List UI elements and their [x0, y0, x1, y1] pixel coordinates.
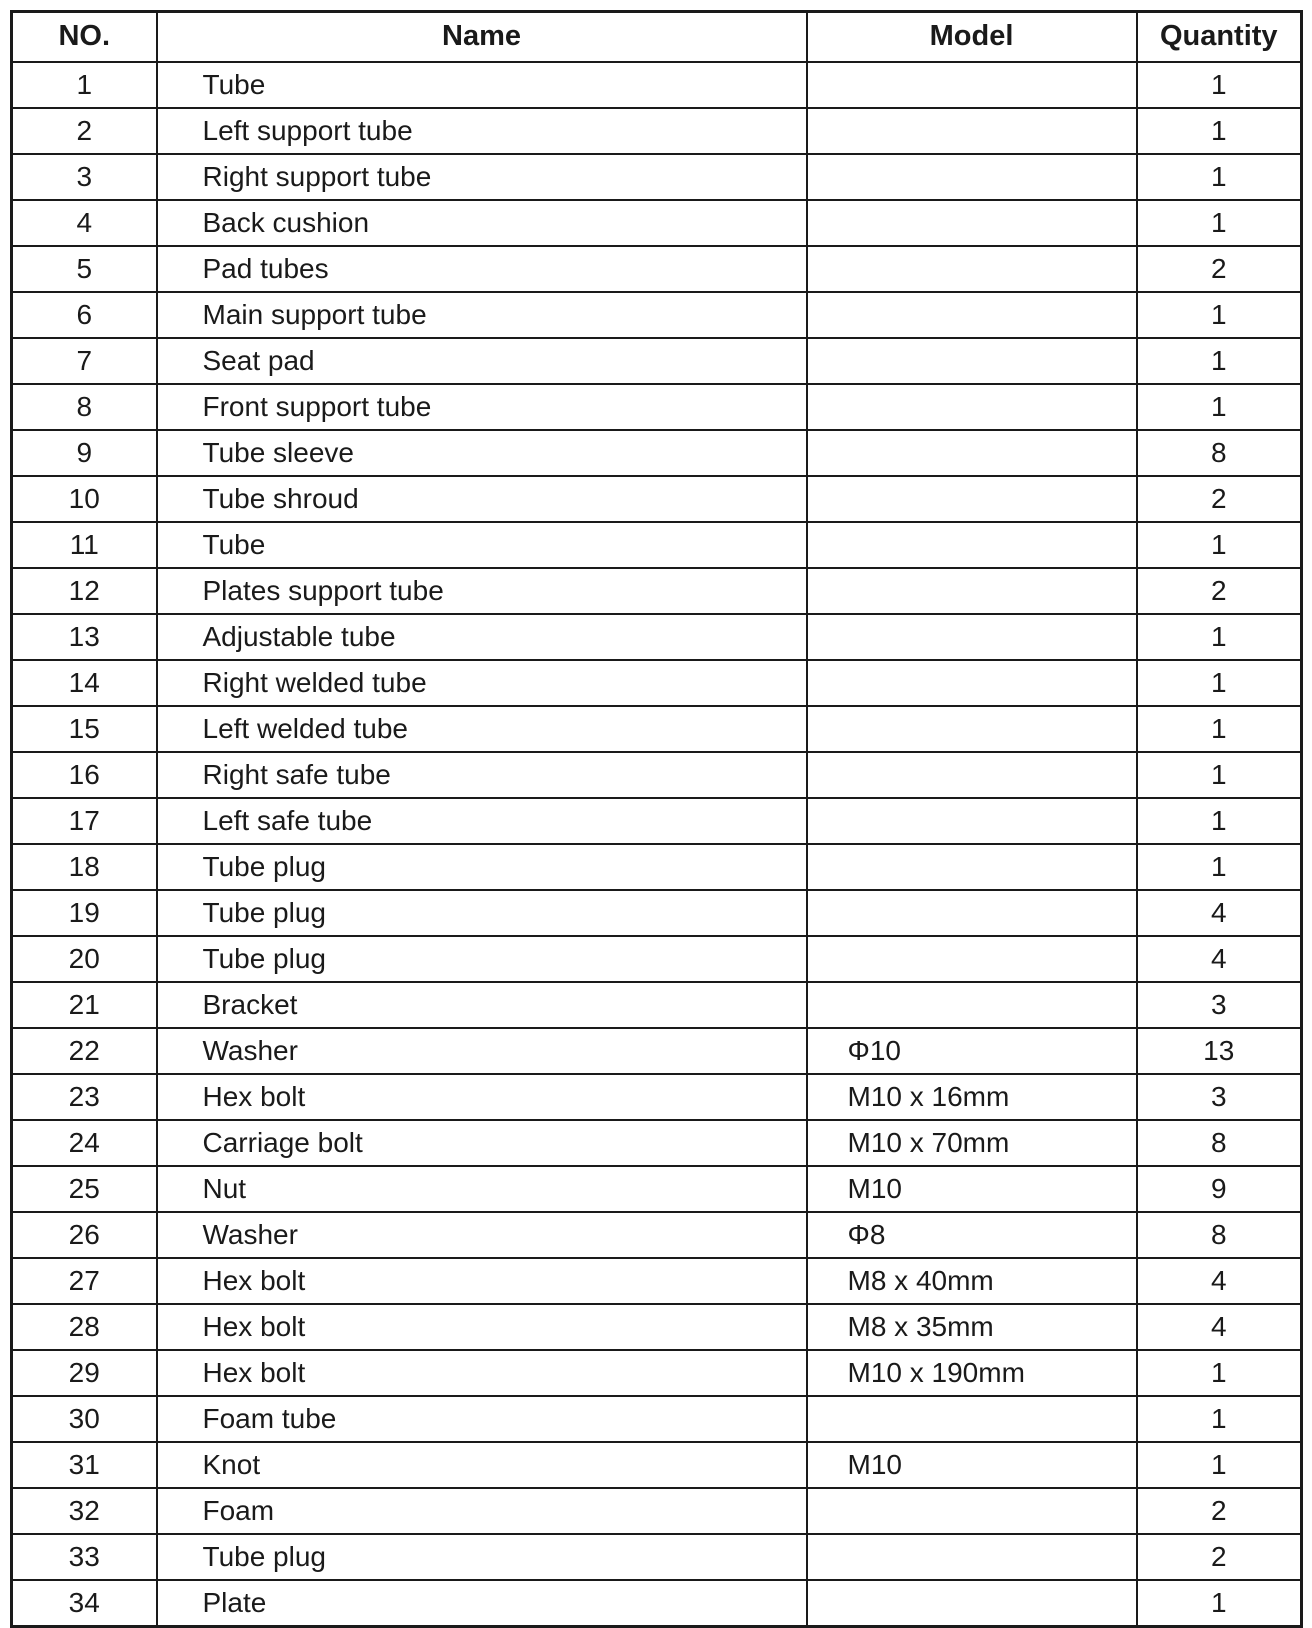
row-model-cell: M10 [807, 1166, 1137, 1212]
row-quantity-cell: 1 [1137, 798, 1302, 844]
table-row [12, 1442, 1302, 1488]
table-row [12, 246, 1302, 292]
row-quantity-cell: 1 [1137, 292, 1302, 338]
row-no-cell: 19 [12, 890, 157, 936]
table-row [12, 568, 1302, 614]
row-name-cell: Hex bolt [157, 1258, 807, 1304]
table-row [12, 1580, 1302, 1627]
row-no-cell: 23 [12, 1074, 157, 1120]
row-quantity-cell: 1 [1137, 752, 1302, 798]
row-name-cell: Plate [157, 1580, 807, 1627]
row-model-cell [807, 752, 1137, 798]
row-model-cell [807, 108, 1137, 154]
row-model-cell [807, 1580, 1137, 1627]
row-quantity-cell: 1 [1137, 384, 1302, 430]
row-no-cell: 28 [12, 1304, 157, 1350]
row-model-cell [807, 338, 1137, 384]
row-no-cell: 34 [12, 1580, 157, 1627]
row-name-cell: Foam [157, 1488, 807, 1534]
row-no-cell: 30 [12, 1396, 157, 1442]
row-no-cell: 33 [12, 1534, 157, 1580]
row-quantity-cell: 2 [1137, 1534, 1302, 1580]
row-no-cell: 1 [12, 62, 157, 108]
table-row [12, 384, 1302, 430]
row-model-cell [807, 476, 1137, 522]
row-model-cell [807, 246, 1137, 292]
row-name-cell: Tube [157, 522, 807, 568]
row-model-cell [807, 430, 1137, 476]
row-name-cell: Tube plug [157, 890, 807, 936]
table-row [12, 1166, 1302, 1212]
table-row [12, 430, 1302, 476]
row-no-cell: 2 [12, 108, 157, 154]
row-model-cell: Φ8 [807, 1212, 1137, 1258]
row-no-cell: 6 [12, 292, 157, 338]
row-quantity-cell: 1 [1137, 614, 1302, 660]
row-model-cell: M10 x 190mm [807, 1350, 1137, 1396]
row-quantity-cell: 3 [1137, 982, 1302, 1028]
row-quantity-cell: 1 [1137, 1442, 1302, 1488]
row-name-cell: Tube sleeve [157, 430, 807, 476]
row-no-cell: 18 [12, 844, 157, 890]
row-name-cell: Tube plug [157, 844, 807, 890]
row-model-cell [807, 62, 1137, 108]
row-no-cell: 10 [12, 476, 157, 522]
row-quantity-cell: 1 [1137, 844, 1302, 890]
table-row [12, 1120, 1302, 1166]
table-row [12, 706, 1302, 752]
table-row [12, 292, 1302, 338]
row-no-cell: 27 [12, 1258, 157, 1304]
row-name-cell: Seat pad [157, 338, 807, 384]
row-quantity-cell: 4 [1137, 1304, 1302, 1350]
row-model-cell [807, 1488, 1137, 1534]
row-no-cell: 4 [12, 200, 157, 246]
row-name-cell: Hex bolt [157, 1350, 807, 1396]
row-name-cell: Tube shroud [157, 476, 807, 522]
row-no-cell: 29 [12, 1350, 157, 1396]
row-model-cell [807, 890, 1137, 936]
row-quantity-cell: 2 [1137, 246, 1302, 292]
table-row [12, 1396, 1302, 1442]
row-quantity-cell: 1 [1137, 1580, 1302, 1627]
row-model-cell [807, 844, 1137, 890]
row-quantity-cell: 4 [1137, 890, 1302, 936]
row-model-cell [807, 982, 1137, 1028]
row-no-cell: 31 [12, 1442, 157, 1488]
header-model: Model [807, 12, 1137, 63]
row-quantity-cell: 4 [1137, 1258, 1302, 1304]
row-no-cell: 26 [12, 1212, 157, 1258]
row-model-cell: M10 x 16mm [807, 1074, 1137, 1120]
row-quantity-cell: 1 [1137, 1350, 1302, 1396]
row-no-cell: 15 [12, 706, 157, 752]
row-model-cell [807, 1534, 1137, 1580]
row-name-cell: Main support tube [157, 292, 807, 338]
row-quantity-cell: 1 [1137, 1396, 1302, 1442]
table-row [12, 844, 1302, 890]
row-name-cell: Hex bolt [157, 1304, 807, 1350]
table-row [12, 982, 1302, 1028]
table-row [12, 1212, 1302, 1258]
table-row [12, 1304, 1302, 1350]
table-row [12, 660, 1302, 706]
table-row [12, 476, 1302, 522]
table-row [12, 1488, 1302, 1534]
row-no-cell: 16 [12, 752, 157, 798]
row-no-cell: 32 [12, 1488, 157, 1534]
row-model-cell [807, 706, 1137, 752]
row-model-cell [807, 1396, 1137, 1442]
row-name-cell: Hex bolt [157, 1074, 807, 1120]
row-quantity-cell: 1 [1137, 522, 1302, 568]
header-no: NO. [12, 12, 157, 63]
row-name-cell: Tube [157, 62, 807, 108]
row-name-cell: Right welded tube [157, 660, 807, 706]
row-model-cell: M8 x 35mm [807, 1304, 1137, 1350]
row-no-cell: 9 [12, 430, 157, 476]
row-no-cell: 8 [12, 384, 157, 430]
row-no-cell: 5 [12, 246, 157, 292]
row-model-cell: M10 x 70mm [807, 1120, 1137, 1166]
row-quantity-cell: 3 [1137, 1074, 1302, 1120]
row-name-cell: Right safe tube [157, 752, 807, 798]
row-quantity-cell: 1 [1137, 108, 1302, 154]
table-row [12, 1350, 1302, 1396]
row-no-cell: 14 [12, 660, 157, 706]
row-name-cell: Adjustable tube [157, 614, 807, 660]
row-name-cell: Left welded tube [157, 706, 807, 752]
row-no-cell: 21 [12, 982, 157, 1028]
row-no-cell: 24 [12, 1120, 157, 1166]
row-name-cell: Tube plug [157, 1534, 807, 1580]
row-no-cell: 12 [12, 568, 157, 614]
row-model-cell [807, 660, 1137, 706]
table-row [12, 1258, 1302, 1304]
row-name-cell: Left safe tube [157, 798, 807, 844]
table-row [12, 200, 1302, 246]
header-row [12, 12, 1302, 63]
parts-table [10, 10, 1303, 1628]
row-no-cell: 7 [12, 338, 157, 384]
row-model-cell [807, 292, 1137, 338]
row-model-cell: M10 [807, 1442, 1137, 1488]
row-model-cell [807, 522, 1137, 568]
row-name-cell: Washer [157, 1212, 807, 1258]
table-row [12, 522, 1302, 568]
row-model-cell [807, 154, 1137, 200]
row-quantity-cell: 8 [1137, 430, 1302, 476]
table-row [12, 890, 1302, 936]
row-quantity-cell: 1 [1137, 200, 1302, 246]
row-model-cell [807, 200, 1137, 246]
row-name-cell: Pad tubes [157, 246, 807, 292]
row-name-cell: Knot [157, 1442, 807, 1488]
row-no-cell: 3 [12, 154, 157, 200]
row-name-cell: Tube plug [157, 936, 807, 982]
table-row [12, 108, 1302, 154]
row-model-cell [807, 614, 1137, 660]
table-row [12, 614, 1302, 660]
table-row [12, 338, 1302, 384]
row-model-cell: M8 x 40mm [807, 1258, 1137, 1304]
row-name-cell: Front support tube [157, 384, 807, 430]
row-model-cell: Φ10 [807, 1028, 1137, 1074]
row-no-cell: 11 [12, 522, 157, 568]
row-no-cell: 17 [12, 798, 157, 844]
table-row [12, 62, 1302, 108]
row-name-cell: Carriage bolt [157, 1120, 807, 1166]
row-name-cell: Plates support tube [157, 568, 807, 614]
parts-table-header [12, 12, 1302, 63]
row-name-cell: Washer [157, 1028, 807, 1074]
header-name: Name [157, 12, 807, 63]
row-quantity-cell: 13 [1137, 1028, 1302, 1074]
row-no-cell: 20 [12, 936, 157, 982]
row-quantity-cell: 4 [1137, 936, 1302, 982]
row-model-cell [807, 798, 1137, 844]
row-no-cell: 25 [12, 1166, 157, 1212]
row-name-cell: Back cushion [157, 200, 807, 246]
table-row [12, 798, 1302, 844]
row-no-cell: 13 [12, 614, 157, 660]
row-model-cell [807, 384, 1137, 430]
row-name-cell: Left support tube [157, 108, 807, 154]
table-row [12, 1534, 1302, 1580]
table-row [12, 752, 1302, 798]
row-name-cell: Nut [157, 1166, 807, 1212]
table-row [12, 154, 1302, 200]
header-quantity: Quantity [1137, 12, 1302, 63]
row-quantity-cell: 2 [1137, 568, 1302, 614]
table-row [12, 936, 1302, 982]
row-quantity-cell: 8 [1137, 1120, 1302, 1166]
row-quantity-cell: 1 [1137, 706, 1302, 752]
row-quantity-cell: 1 [1137, 62, 1302, 108]
row-name-cell: Bracket [157, 982, 807, 1028]
row-no-cell: 22 [12, 1028, 157, 1074]
row-quantity-cell: 1 [1137, 154, 1302, 200]
row-quantity-cell: 2 [1137, 476, 1302, 522]
row-model-cell [807, 568, 1137, 614]
table-row [12, 1028, 1302, 1074]
row-quantity-cell: 9 [1137, 1166, 1302, 1212]
row-model-cell [807, 936, 1137, 982]
table-row [12, 1074, 1302, 1120]
row-name-cell: Foam tube [157, 1396, 807, 1442]
row-name-cell: Right support tube [157, 154, 807, 200]
row-quantity-cell: 1 [1137, 660, 1302, 706]
row-quantity-cell: 8 [1137, 1212, 1302, 1258]
row-quantity-cell: 2 [1137, 1488, 1302, 1534]
parts-table-body [12, 62, 1302, 1627]
row-quantity-cell: 1 [1137, 338, 1302, 384]
